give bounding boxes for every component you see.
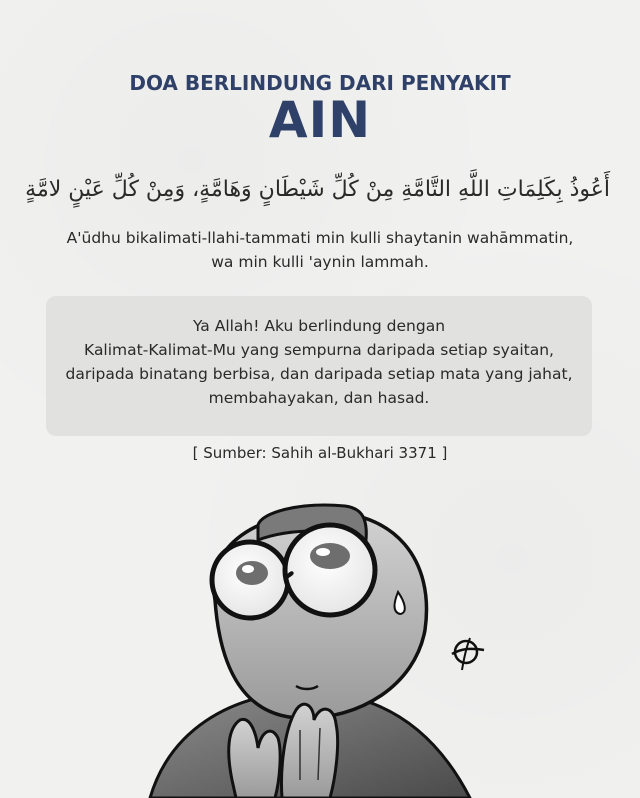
meaning-line: Ya Allah! Aku berlindung dengan <box>192 317 446 335</box>
artist-signature-icon <box>452 638 484 670</box>
page-title: AIN <box>268 91 372 149</box>
right-lens <box>285 525 375 615</box>
page-subtitle: DOA BERLINDUNG DARI PENYAKIT <box>129 71 511 95</box>
left-hand <box>229 719 280 798</box>
transliteration-text <box>30 226 610 274</box>
transliteration-line: wa min kulli 'aynin lammah. <box>211 253 429 271</box>
arabic-dua-text: أَعُوذُ بِكَلِمَاتِ اللَّهِ التَّامَّةِ مِنْ كُلِّ شَيْطَانٍ وَهَامَّةٍ، وَمِنْ كُلِّ عَيْنٍ لامَّةٍ <box>25 177 610 202</box>
meaning-line: Kalimat-Kalimat-Mu yang sempurna daripada setiap syaitan, <box>84 341 554 359</box>
meaning-card <box>46 296 592 436</box>
praying-character-illustration <box>0 480 640 798</box>
transliteration-line: A'ūdhu bikalimati-llahi-tammati min kulli shaytanin wahāmmatin, <box>66 229 574 247</box>
meaning-text <box>46 314 592 410</box>
meaning-line: daripada binatang berbisa, dan daripada setiap mata yang jahat, <box>65 365 573 383</box>
meaning-line: membahayakan, dan hasad. <box>208 389 430 407</box>
source-reference: [ Sumber: Sahih al-Bukhari 3371 ] <box>192 444 448 462</box>
